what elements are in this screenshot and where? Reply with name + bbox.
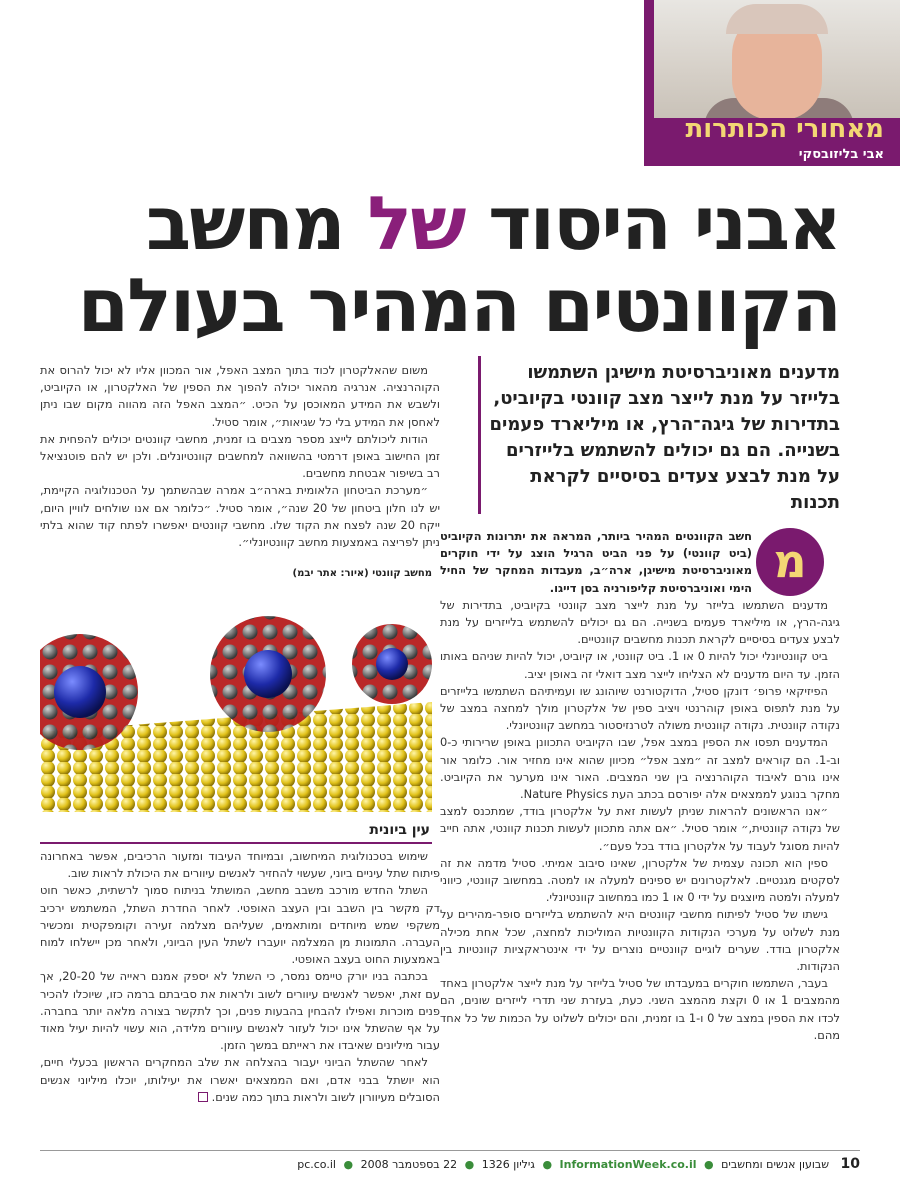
headline-line-1: אבני היסוד של מחשב bbox=[146, 181, 840, 267]
body-paragraph: הודות ליכולתם לייצג מספר מצבים בו זמנית, מחשבי קוונטים יכולים להפחית את זמן החישוב באופן דרמטי בהשוואה למחשבים קוונטיונלים. ולכן יש להם פוטנציאל רב בשיפור אבטחת מחשבים. bbox=[40, 431, 440, 481]
sidebar-title: עין ביונית bbox=[369, 822, 430, 838]
end-mark-icon bbox=[198, 1092, 208, 1102]
left-column-bottom bbox=[40, 848, 440, 1106]
body-paragraph: שימוש בטכנולוגית המיחשוב, ובמיוחד העיבוד ומזעור הרכיבים, אפשר באחרונה פיתוח שתל עיניים ביוני, שעשוי להחזיר לאנשים עיוורים את היכולת לראות שוב. bbox=[40, 849, 440, 881]
bullet-icon: ● bbox=[343, 1158, 354, 1171]
body-paragraph: ״אנו הראשונים להראות שניתן לעשות זאת על אלקטרון בודד, שמתכנס למצב של נקודה קוונטית,״ אומר סטיל. ״אם אתה מתכוון לעשות תכנות קוונטי, אתה חייב להיות מסוגל לעבוד על אלקטרון בודד בכל פעם״. bbox=[440, 804, 840, 853]
site-name: pc.co.il bbox=[297, 1158, 336, 1171]
quantum-illustration bbox=[40, 582, 432, 812]
right-column bbox=[440, 528, 840, 1044]
body-paragraph: המדענים תפסו את הספין במצב אפל, שבו הקיוביט התכוונן באופן שרירותי כ-0 וב-1. הם קוראים למצב זה ״מצב אפל״ מכיוון שהוא אינו מחזיר אור. כלומר אור אינו גורם לאיבוד הקוהרנציה בין שני המצבים. האור אינו מערער את הקיוביט. מחקר בנוגע לממצאים אלה יפורסם בכתב העת Nature Physics. bbox=[440, 735, 840, 802]
body-paragraph: הפיזיקאי פרופ׳ דונקן סטיל, הדוקטורנט שיוהונג שו ועמיתיהם השתמשו בלייזרים על מנת לתפוס באופן קוהרנטי ויציב ספין של אלקטרון מולך למחצה במצב של נקודה קוונטית. נקודה קוונטית משולה לטרנזיסטור במחשב קוונטיונלי. bbox=[440, 683, 840, 733]
publication-name: שבועון אנשים ומחשבים bbox=[721, 1158, 830, 1171]
left-column-top bbox=[40, 362, 440, 551]
body-paragraph: ספין הוא תכונה עצמית של אלקטרון, שאינו סיבוב אמיתי. סטיל מדמה את זה לסקטים מגנטיים. לאלקטרונים יש ספינים למעלה או למטה. במחשוב קוונטי, כיווני למעלה ולמטה מיוצגים על ידי 0 או 1 כמו במחשוב קוונטיונלי. bbox=[440, 855, 840, 905]
page-number: 10 bbox=[840, 1156, 860, 1172]
page-footer bbox=[40, 1156, 860, 1172]
lead-paragraph: מדענים מאוניברסיטת מישיגן השתמשו בלייזר על מנת לייצר מצב קוונטי בקיוביט, בתדירות של גיגה־הרץ, או מיליארד פעמים בשנייה. הם גם יכולים להשתמש בלייזרים על מנת לבצע צעדים בסיסיים לקראת תכנות bbox=[489, 362, 840, 513]
column-author: אבי בליזובסקי bbox=[798, 147, 884, 162]
lead-rule bbox=[478, 356, 481, 514]
column-title: מאחורי הכותרות bbox=[685, 114, 884, 144]
body-paragraph: משום שהאלקטרון לכוד בתוך המצב האפל, אור המכוון אליו לא יכול להרוס את הקוהרנציה. אנרגיה מהאור יכולה להפוך את הספין של האלקטרון, או הקיוביט, ולשבש את המידע המאוכסן על הכיט. ״המצב האפל הזה מהווה מקום שבו ניתן לאחסן את המידע בלי כל שגיאות״, אומר סטיל. bbox=[40, 363, 440, 429]
intro-paragraph: חשב הקוונטים המהיר ביותר, המראה את יתרונות הקיוביט (ביט קוונטי) על פני הביט הרגיל הוצג על ידי חוקרים מאוניברסיטת מישיגן, ארה״ב, מעבדות המחקר של החיל הימי ואוניברסיטת קליפורניה בסן דייגו. bbox=[440, 529, 752, 595]
footer-rule bbox=[40, 1150, 860, 1151]
body-paragraph: לאחר שהשתל הביוני יעבור בהצלחה את שלב המחקרים הראשון בכעלי חיים, הוא יושתל בבני אדם, ואם הממצאים יאשרו את יעילותו, יוכלו מיליוני אנשים הסובלים מעיוורון לשוב ולראות בתוך כמה שנים. bbox=[40, 1055, 440, 1104]
body-paragraph: בכתבה בניו יורק טיימס נמסר, כי השתל לא יספק אמנם ראייה של 20-20, אך עם זאת, יאפשר לאנשים עיוורים לשוב ולראות את סביבתם ברמה כזו, שיוכלו להכיר פנים מוכרות ואפילו להבחין בהבעות פנים, וכך לתקשר בצורה מלאה יותר בחברה. על אף שהשתל אינו יכול לעזור לאנשים עיוורים מלידה, הוא עשוי להיות יעיל מאוד עבור מיליונים שאיבדו את ראייתם במשך הזמן. bbox=[40, 969, 440, 1053]
body-paragraph: מדענים השתמשו בלייזר על מנת לייצר מצב קוונטי בקיוביט, בתדירות של גיגה-הרץ, או מיליארד פעמים בשנייה. הם גם יכולים להשתמש בלייזרים על מנת לבצע צעדים בסיסיים לקראת תכנות מחשבים קוונטיים. bbox=[440, 597, 840, 647]
author-photo bbox=[644, 0, 900, 118]
bullet-icon: ● bbox=[464, 1158, 475, 1171]
sidebar-rule bbox=[40, 842, 432, 844]
issue-date: 22 בספטמבר 2008 bbox=[360, 1158, 458, 1171]
issue-number: גיליון 1326 bbox=[481, 1158, 535, 1171]
body-paragraph: גישתו של סטיל לפיתוח מחשבי קוונטים היא להשתמש בלייזרים סופר-מהירים על מנת לשלוט על מערכי הנקודות הקוונטיות המוליכות למחצה, שכל אחת מכילה אלקטרון בודד. שערים לוגיים קוונטיים נוצרים על ידי אינטראקציות קוונטיות בין הנקודות. bbox=[440, 907, 840, 974]
image-caption: מחשב קוונטי (איור: אתר יבמ) bbox=[292, 568, 432, 579]
body-paragraph: בעבר, השתמשו חוקרים במעבדתו של סטיל בלייזר על מנת לייצר אלקטרון באחד מהמצבים 1 או 0 וקצת מהמצב השני. כעת, בעזרת שני תדרי לייזרים שונים, הם לכדו את הספין במצב של 0 ו-1 בו זמנית, והם יכולים לשלוט על הכמות של כל אחד מהם. bbox=[440, 976, 840, 1042]
drop-cap: מ bbox=[756, 528, 824, 596]
body-paragraph: השתל החדש מורכב משבב מחשב, המושתל בניתוח סמוך לרשתית, כאשר חוט דק מקשר בין השבב ובין העצב האופטי. לאחר החדרת השתל, המשתמש ירכיב משקפי שמש מיוחדים ומותאמים, שעליהם מצלמה זעירה וקומפקטית ומכשיר העברה. התמונות מן המצלמה יועברו לשתל העין הביוני, ולאחר מכן יישלחו למוח באמצעות החוט בעצב האופטי. bbox=[40, 883, 440, 967]
bullet-icon: ● bbox=[704, 1158, 714, 1171]
bullet-icon: ● bbox=[542, 1158, 553, 1171]
body-paragraph: ביט קוונטיונלי יכול להיות 0 או 1. ביט קוונטי, או קיוביט, יכול להיות שניהם באותו הזמן. עד היום מדענים לא הצליחו לייצר מצב דואלי זה באופן יציב. bbox=[440, 649, 840, 681]
brand-name: InformationWeek.co.il bbox=[559, 1158, 697, 1171]
headline-line-2: הקוונטים המהיר בעולם bbox=[77, 263, 840, 349]
body-paragraph: ״מערכת הביטחון הלאומית בארה״ב אמרה שבהשתמך על הטכנולוגיה הקיימת, יש לנו חלון ביטחון של 20 שנה״, אומר סטיל. ״כלומר אם אנו שולחים לוויין היום, ייקח 20 שנה לפצח את הקוד שלו. מחשבי קוונטים יאפשרו לפתח קוד שהוא בלתי ניתן לפריצה באמצעות מחשב קוונטיונלי״. bbox=[40, 483, 440, 550]
